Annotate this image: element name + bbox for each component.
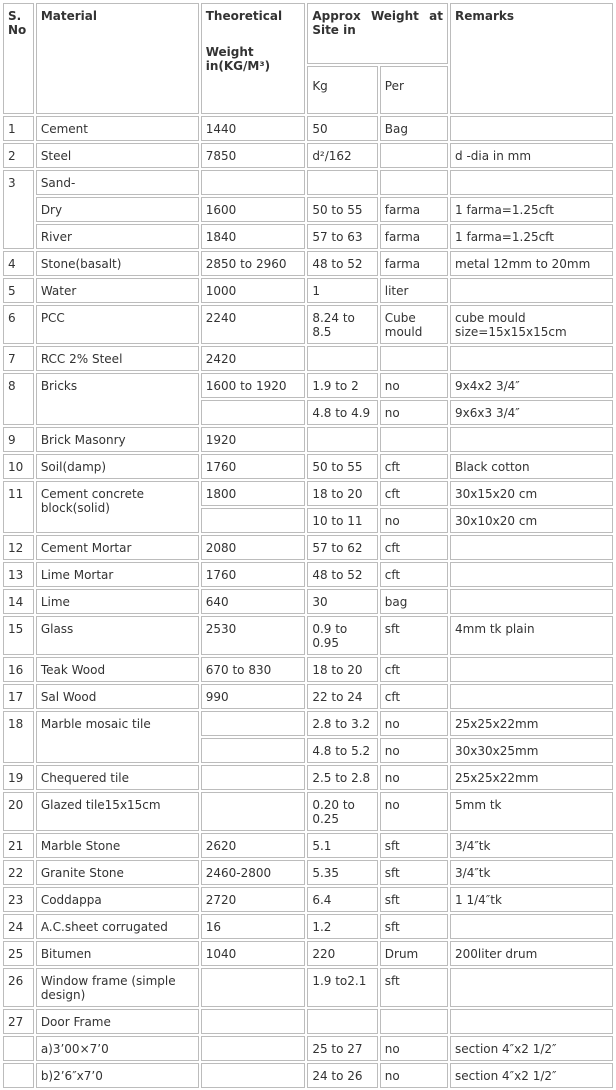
cell-theoretical: 1800 <box>201 481 306 506</box>
header-theoretical-weight <box>201 3 306 114</box>
material-weights-table <box>1 1 615 1090</box>
cell-theoretical: 2620 <box>201 833 306 858</box>
cell-material: Glass <box>36 616 199 655</box>
header-material: Material <box>36 3 199 114</box>
cell-material: Door Frame <box>36 1009 199 1034</box>
table-row <box>3 1036 613 1061</box>
cell-material: Cement Mortar <box>36 535 199 560</box>
cell-remarks <box>450 170 613 195</box>
cell-material: Dry <box>36 197 199 222</box>
cell-remarks <box>450 657 613 682</box>
cell-kg: 48 to 52 <box>307 562 377 587</box>
cell-per <box>380 170 448 195</box>
cell-theoretical <box>201 1036 306 1061</box>
cell-material: Marble Stone <box>36 833 199 858</box>
cell-kg <box>307 346 377 371</box>
cell-theoretical: 2530 <box>201 616 306 655</box>
cell-per: sft <box>380 833 448 858</box>
table-row <box>3 887 613 912</box>
header-approx-word3: at <box>429 9 443 23</box>
cell-per: sft <box>380 887 448 912</box>
cell-remarks: d -dia in mm <box>450 143 613 168</box>
table-row <box>3 481 613 506</box>
cell-theoretical: 1760 <box>201 454 306 479</box>
cell-kg: 30 <box>307 589 377 614</box>
header-approx-weight <box>307 3 448 64</box>
table-row <box>3 684 613 709</box>
cell-sno: 21 <box>3 833 34 858</box>
cell-sno: 16 <box>3 657 34 682</box>
cell-kg: 50 <box>307 116 377 141</box>
table-row <box>3 170 613 195</box>
cell-kg: 5.35 <box>307 860 377 885</box>
cell-sno: 13 <box>3 562 34 587</box>
header-theoretical-line2: Weight <box>205 45 254 59</box>
cell-kg: d²/162 <box>307 143 377 168</box>
cell-theoretical: 1840 <box>201 224 306 249</box>
cell-remarks: 9x6x3 3/4″ <box>450 400 613 425</box>
header-sno: S.No <box>3 3 34 114</box>
cell-material: Window frame (simple design) <box>36 968 199 1007</box>
cell-material: Sand- <box>36 170 199 195</box>
cell-sno: 12 <box>3 535 34 560</box>
table-row <box>3 968 613 1007</box>
cell-remarks: 1 farma=1.25cft <box>450 197 613 222</box>
header-approx-word2: Weight <box>370 9 419 23</box>
cell-material: Glazed tile15x15cm <box>36 792 199 831</box>
cell-theoretical: 2460-2800 <box>201 860 306 885</box>
cell-sno: 18 <box>3 711 34 763</box>
header-remarks: Remarks <box>450 3 613 114</box>
cell-sno: 5 <box>3 278 34 303</box>
cell-per: no <box>380 373 448 398</box>
cell-remarks: 5mm tk <box>450 792 613 831</box>
cell-remarks: 3/4″tk <box>450 860 613 885</box>
cell-theoretical: 990 <box>201 684 306 709</box>
cell-kg: 24 to 26 <box>307 1063 377 1088</box>
cell-sno <box>3 1063 34 1088</box>
cell-sno: 15 <box>3 616 34 655</box>
cell-theoretical: 1000 <box>201 278 306 303</box>
cell-per: no <box>380 508 448 533</box>
table-row <box>3 711 613 736</box>
header-per: Per <box>380 66 448 114</box>
cell-remarks: Black cotton <box>450 454 613 479</box>
cell-kg: 18 to 20 <box>307 657 377 682</box>
cell-per: Bag <box>380 116 448 141</box>
table-row <box>3 941 613 966</box>
cell-kg: 50 to 55 <box>307 197 377 222</box>
cell-theoretical: 1440 <box>201 116 306 141</box>
cell-kg: 25 to 27 <box>307 1036 377 1061</box>
cell-kg: 4.8 to 5.2 <box>307 738 377 763</box>
cell-remarks: 9x4x2 3/4″ <box>450 373 613 398</box>
table-row <box>3 224 613 249</box>
header-approx-word1: Approx <box>312 9 361 23</box>
cell-sno: 25 <box>3 941 34 966</box>
cell-kg: 1.9 to 2 <box>307 373 377 398</box>
cell-per: no <box>380 400 448 425</box>
cell-sno: 4 <box>3 251 34 276</box>
cell-remarks: 30x30x25mm <box>450 738 613 763</box>
cell-material: Steel <box>36 143 199 168</box>
cell-per: Drum <box>380 941 448 966</box>
cell-remarks <box>450 535 613 560</box>
table-row <box>3 657 613 682</box>
cell-sno: 8 <box>3 373 34 425</box>
table-row <box>3 1009 613 1034</box>
cell-theoretical: 1760 <box>201 562 306 587</box>
cell-theoretical <box>201 968 306 1007</box>
cell-per <box>380 1009 448 1034</box>
cell-material: Marble mosaic tile <box>36 711 199 763</box>
table-row <box>3 535 613 560</box>
cell-remarks: 25x25x22mm <box>450 765 613 790</box>
cell-material: a)3’00×7’0 <box>36 1036 199 1061</box>
cell-per: sft <box>380 616 448 655</box>
cell-kg: 2.5 to 2.8 <box>307 765 377 790</box>
header-theoretical-line1: Theoretical <box>205 9 283 23</box>
cell-per <box>380 427 448 452</box>
cell-material: Brick Masonry <box>36 427 199 452</box>
table-row <box>3 305 613 344</box>
cell-material: River <box>36 224 199 249</box>
cell-per: cft <box>380 562 448 587</box>
cell-theoretical: 670 to 830 <box>201 657 306 682</box>
cell-theoretical: 1040 <box>201 941 306 966</box>
cell-theoretical <box>201 765 306 790</box>
cell-per: farma <box>380 224 448 249</box>
cell-theoretical: 2850 to 2960 <box>201 251 306 276</box>
cell-kg: 1.9 to2.1 <box>307 968 377 1007</box>
cell-theoretical <box>201 792 306 831</box>
cell-sno: 27 <box>3 1009 34 1034</box>
header-approx-line2: Site in <box>312 23 356 37</box>
cell-kg: 57 to 62 <box>307 535 377 560</box>
cell-remarks: 25x25x22mm <box>450 711 613 736</box>
cell-per: no <box>380 738 448 763</box>
cell-theoretical <box>201 711 306 736</box>
cell-kg <box>307 1009 377 1034</box>
cell-kg: 0.9 to 0.95 <box>307 616 377 655</box>
cell-remarks: 1 farma=1.25cft <box>450 224 613 249</box>
cell-per <box>380 346 448 371</box>
table-row <box>3 116 613 141</box>
cell-per: cft <box>380 684 448 709</box>
table-row <box>3 427 613 452</box>
table-row <box>3 1063 613 1088</box>
cell-per: no <box>380 792 448 831</box>
cell-sno: 14 <box>3 589 34 614</box>
cell-kg: 50 to 55 <box>307 454 377 479</box>
cell-remarks: metal 12mm to 20mm <box>450 251 613 276</box>
cell-material: Granite Stone <box>36 860 199 885</box>
cell-remarks <box>450 968 613 1007</box>
table-row <box>3 562 613 587</box>
cell-sno: 24 <box>3 914 34 939</box>
cell-remarks <box>450 278 613 303</box>
cell-remarks: 3/4″tk <box>450 833 613 858</box>
cell-material: Coddappa <box>36 887 199 912</box>
cell-sno: 7 <box>3 346 34 371</box>
cell-material: RCC 2% Steel <box>36 346 199 371</box>
cell-theoretical: 7850 <box>201 143 306 168</box>
cell-theoretical: 1600 to 1920 <box>201 373 306 398</box>
cell-sno: 3 <box>3 170 34 249</box>
cell-kg: 1.2 <box>307 914 377 939</box>
cell-kg: 48 to 52 <box>307 251 377 276</box>
cell-theoretical <box>201 738 306 763</box>
cell-remarks <box>450 562 613 587</box>
cell-theoretical: 2420 <box>201 346 306 371</box>
cell-theoretical: 1920 <box>201 427 306 452</box>
cell-sno: 23 <box>3 887 34 912</box>
cell-theoretical: 640 <box>201 589 306 614</box>
cell-theoretical: 2720 <box>201 887 306 912</box>
table-row <box>3 616 613 655</box>
cell-remarks: section 4″x2 1/2″ <box>450 1036 613 1061</box>
cell-per: no <box>380 765 448 790</box>
cell-sno: 9 <box>3 427 34 452</box>
cell-theoretical <box>201 170 306 195</box>
cell-theoretical <box>201 1063 306 1088</box>
cell-material: Bricks <box>36 373 199 425</box>
table-row <box>3 251 613 276</box>
cell-kg: 8.24 to 8.5 <box>307 305 377 344</box>
table-row <box>3 197 613 222</box>
cell-per: no <box>380 1036 448 1061</box>
cell-sno: 10 <box>3 454 34 479</box>
cell-sno: 17 <box>3 684 34 709</box>
cell-per: farma <box>380 197 448 222</box>
cell-kg: 2.8 to 3.2 <box>307 711 377 736</box>
cell-per: cft <box>380 657 448 682</box>
cell-theoretical: 2080 <box>201 535 306 560</box>
cell-material: Sal Wood <box>36 684 199 709</box>
table-row <box>3 373 613 398</box>
cell-per: cft <box>380 481 448 506</box>
cell-sno <box>3 1036 34 1061</box>
cell-remarks: 30x10x20 cm <box>450 508 613 533</box>
cell-kg: 1 <box>307 278 377 303</box>
cell-kg: 0.20 to 0.25 <box>307 792 377 831</box>
table-row <box>3 278 613 303</box>
cell-material: PCC <box>36 305 199 344</box>
cell-sno: 19 <box>3 765 34 790</box>
cell-material: Lime Mortar <box>36 562 199 587</box>
cell-kg <box>307 170 377 195</box>
cell-remarks <box>450 1009 613 1034</box>
cell-sno: 20 <box>3 792 34 831</box>
cell-per: no <box>380 1063 448 1088</box>
cell-remarks <box>450 914 613 939</box>
table-row <box>3 792 613 831</box>
cell-remarks <box>450 346 613 371</box>
cell-theoretical <box>201 1009 306 1034</box>
cell-per: sft <box>380 968 448 1007</box>
cell-kg: 10 to 11 <box>307 508 377 533</box>
cell-material: A.C.sheet corrugated <box>36 914 199 939</box>
cell-sno: 6 <box>3 305 34 344</box>
cell-sno: 11 <box>3 481 34 533</box>
cell-remarks: 1 1/4″tk <box>450 887 613 912</box>
cell-kg: 57 to 63 <box>307 224 377 249</box>
cell-material: Teak Wood <box>36 657 199 682</box>
table-row <box>3 765 613 790</box>
table-row <box>3 914 613 939</box>
cell-remarks: 30x15x20 cm <box>450 481 613 506</box>
cell-material: Chequered tile <box>36 765 199 790</box>
cell-material: Cement <box>36 116 199 141</box>
cell-kg: 18 to 20 <box>307 481 377 506</box>
cell-kg: 5.1 <box>307 833 377 858</box>
cell-kg: 220 <box>307 941 377 966</box>
table-row <box>3 454 613 479</box>
cell-kg <box>307 427 377 452</box>
cell-remarks <box>450 684 613 709</box>
cell-material: b)2’6″x7’0 <box>36 1063 199 1088</box>
cell-per: no <box>380 711 448 736</box>
cell-kg: 22 to 24 <box>307 684 377 709</box>
cell-material: Cement concrete block(solid) <box>36 481 199 533</box>
cell-per: cft <box>380 454 448 479</box>
cell-remarks: cube mould size=15x15x15cm <box>450 305 613 344</box>
cell-per: Cube mould <box>380 305 448 344</box>
table-row <box>3 346 613 371</box>
cell-remarks <box>450 427 613 452</box>
cell-material: Soil(damp) <box>36 454 199 479</box>
header-kg: Kg <box>307 66 377 114</box>
cell-material: Water <box>36 278 199 303</box>
cell-material: Lime <box>36 589 199 614</box>
cell-material: Bitumen <box>36 941 199 966</box>
cell-theoretical <box>201 508 306 533</box>
cell-per: farma <box>380 251 448 276</box>
cell-per: sft <box>380 860 448 885</box>
cell-sno: 2 <box>3 143 34 168</box>
cell-remarks: 200liter drum <box>450 941 613 966</box>
cell-theoretical <box>201 400 306 425</box>
cell-remarks: section 4″x2 1/2″ <box>450 1063 613 1088</box>
cell-per: sft <box>380 914 448 939</box>
cell-kg: 6.4 <box>307 887 377 912</box>
table-row <box>3 589 613 614</box>
table-row <box>3 860 613 885</box>
cell-sno: 1 <box>3 116 34 141</box>
table-row <box>3 833 613 858</box>
cell-kg: 4.8 to 4.9 <box>307 400 377 425</box>
cell-per: cft <box>380 535 448 560</box>
cell-sno: 26 <box>3 968 34 1007</box>
cell-remarks <box>450 589 613 614</box>
cell-sno: 22 <box>3 860 34 885</box>
cell-per: liter <box>380 278 448 303</box>
cell-theoretical: 1600 <box>201 197 306 222</box>
cell-material: Stone(basalt) <box>36 251 199 276</box>
cell-remarks <box>450 116 613 141</box>
cell-per <box>380 143 448 168</box>
header-theoretical-line3: in(KG/M³) <box>205 59 271 73</box>
cell-per: bag <box>380 589 448 614</box>
cell-remarks: 4mm tk plain <box>450 616 613 655</box>
cell-theoretical: 16 <box>201 914 306 939</box>
table-row <box>3 143 613 168</box>
cell-theoretical: 2240 <box>201 305 306 344</box>
